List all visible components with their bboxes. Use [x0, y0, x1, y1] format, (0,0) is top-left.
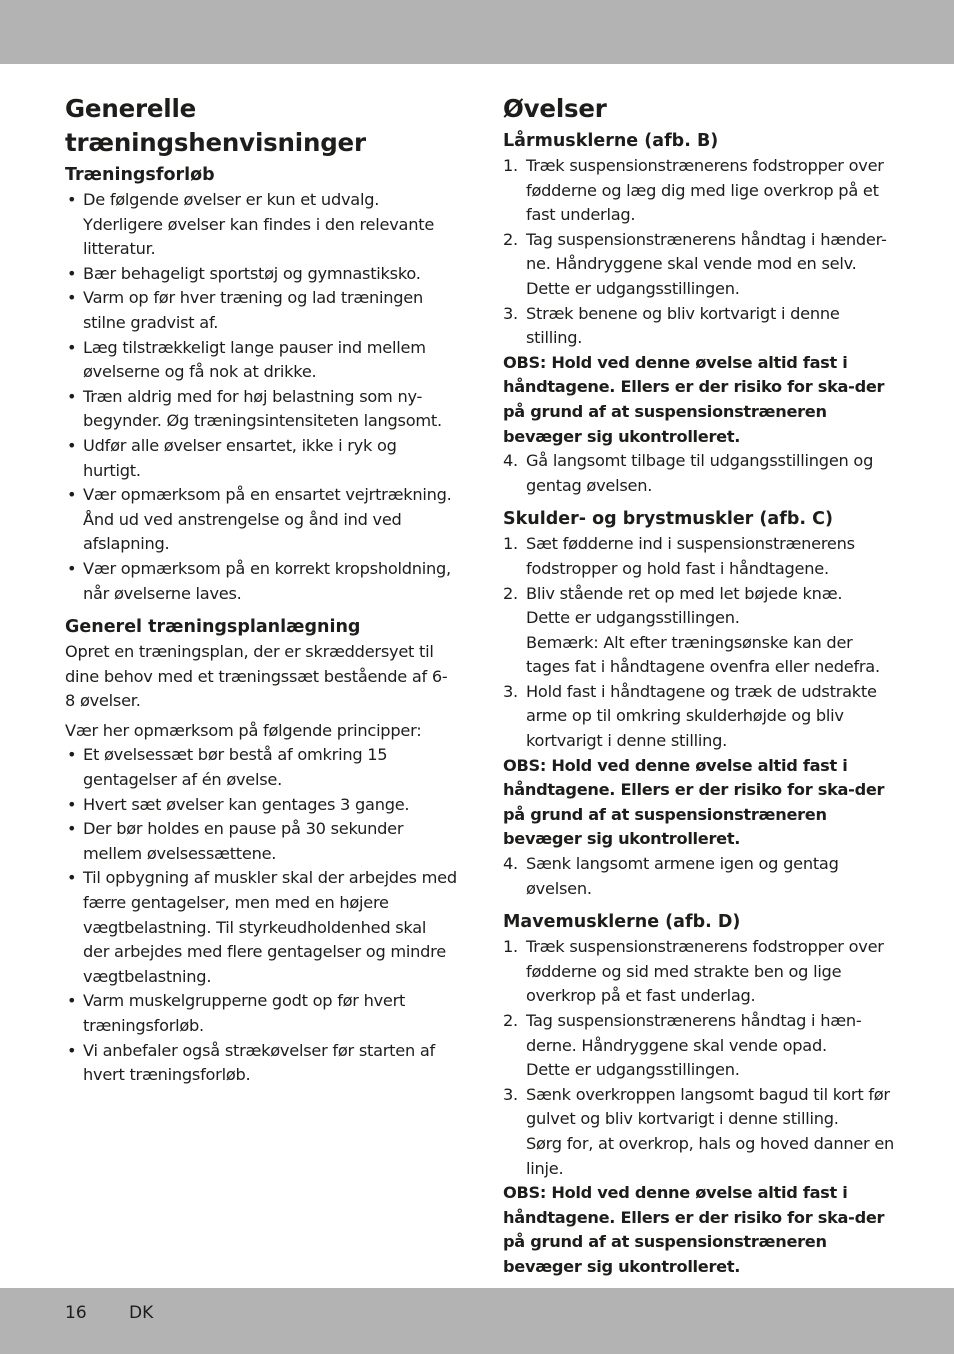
bullet-icon: •	[67, 991, 77, 1011]
right-column	[503, 92, 895, 1280]
bullet-icon: •	[67, 263, 77, 283]
heading-training-course: Træningsforløb	[65, 165, 215, 185]
list-item: 4. Sænk langsomt armene igen og gentag øvelsen.	[503, 854, 839, 898]
bullet-icon: •	[67, 386, 77, 406]
bullet-list-training-course	[65, 188, 457, 606]
warning-text: OBS: Hold ved denne øvelse altid fast i håndtagene. Ellers er der risiko for ska-der på grund af at suspensionstræneren bevæger sig ukontrolleret.	[503, 755, 885, 849]
bullet-list-principles	[65, 743, 457, 1087]
list-item: 1. Træk suspensionstrænerens fodstropper over fødderne og læg dig med lige overkrop på et fast underlag.	[503, 156, 884, 225]
list-item: • Et øvelsessæt bør bestå af omkring 15 gentagelser af én øvelse.	[67, 745, 388, 790]
bullet-icon: •	[67, 288, 77, 308]
bullet-icon: •	[67, 337, 77, 357]
heading-abdominal-muscles: Mavemusklerne (afb. D)	[503, 912, 741, 933]
steps-abdominal-muscles	[503, 935, 895, 1181]
header-band	[0, 0, 954, 64]
list-item: 2. Tag suspensionstrænerens håndtag i hænder-ne. Håndryggene skal vende mod en selv. Dette er udgangsstillingen.	[503, 229, 887, 298]
heading-thigh-muscles: Lårmusklerne (afb. B)	[503, 131, 719, 151]
bullet-icon: •	[67, 819, 77, 839]
list-item: • Vær opmærksom på en korrekt kropsholdning, når øvelserne laves.	[67, 558, 451, 603]
list-item: 1. Træk suspensionstrænerens fodstropper over fødderne og sid med strakte ben og lige overkrop på et fast underlag.	[503, 937, 884, 1006]
list-item: • De følgende øvelser er kun et udvalg. Yderligere øvelser kan findes i den relevante litteratur.	[67, 190, 435, 259]
list-item: 2. Tag suspensionstrænerens håndtag i hæn-derne. Håndryggene skal vende opad. Dette er udgangsstillingen.	[503, 1011, 862, 1080]
language-code: DK	[129, 1303, 154, 1323]
bullet-icon: •	[67, 558, 77, 578]
list-item: • Træn aldrig med for høj belastning som ny-begynder. Øg træningsintensiteten langsomt.	[67, 386, 442, 431]
warning-text: OBS: Hold ved denne øvelse altid fast i håndtagene. Ellers er der risiko for ska-der på grund af at suspensionstræneren bevæger sig ukontrolleret.	[503, 352, 885, 446]
list-item: • Bær behageligt sportstøj og gymnastiksko.	[65, 262, 457, 287]
list-item: • Læg tilstrækkeligt lange pauser ind mellem øvelserne og få nok at drikke.	[67, 337, 426, 382]
section-title-training-guidelines: Generelle træningshenvisninger	[65, 94, 366, 157]
bullet-icon: •	[67, 745, 77, 765]
list-item: • Hvert sæt øvelser kan gentages 3 gange.	[65, 793, 457, 818]
planning-paragraph: Opret en træningsplan, der er skræddersyet til dine behov med et træningssæt bestående af 6-8 øvelser.	[65, 642, 448, 711]
list-item: • Vi anbefaler også strækøvelser før starten af hvert træningsforløb.	[67, 1040, 436, 1085]
list-item: • Varm op før hver træning og lad træningen stilne gradvist af.	[67, 288, 424, 332]
list-item: • Udfør alle øvelser ensartet, ikke i ryk og hurtigt.	[67, 435, 397, 480]
warning-text: OBS: Hold ved denne øvelse altid fast i håndtagene. Ellers er der risiko for ska-der på grund af at suspensionstræneren bevæger sig ukontrolleret.	[503, 1183, 885, 1276]
steps-shoulder-chest	[503, 532, 895, 753]
list-item: 3. Sænk overkroppen langsomt bagud til kort før gulvet og bliv kortvarigt i denne stilling. Sørg for, at overkrop, hals og hoved danner en linje.	[503, 1084, 895, 1178]
bullet-icon: •	[67, 485, 77, 505]
bullet-icon: •	[67, 1040, 77, 1060]
heading-training-planning: Generel træningsplanlægning	[65, 617, 361, 638]
heading-shoulder-chest: Skulder- og brystmuskler (afb. C)	[503, 509, 833, 530]
list-item: 1. Sæt fødderne ind i suspensionstrænerens fodstropper og hold fast i håndtagene.	[503, 534, 855, 578]
steps-thigh-muscles	[503, 154, 895, 351]
left-column	[65, 92, 457, 1088]
final-step-shoulder-chest	[503, 852, 895, 901]
section-title-exercises: Øvelser	[503, 94, 607, 123]
list-item: 3. Hold fast i håndtagene og træk de udstrakte arme op til omkring skulderhøjde og bliv kortvarigt i denne stilling.	[503, 681, 877, 751]
bullet-icon: •	[67, 435, 77, 455]
list-item: 3. Stræk benene og bliv kortvarigt i denne stilling.	[503, 303, 840, 348]
list-item: • Vær opmærksom på en ensartet vejrtrækning. Ånd ud ved anstrengelse og ånd ind ved afslapning.	[67, 485, 452, 554]
final-step-thigh-muscles	[503, 449, 895, 498]
list-item: 4. Gå langsomt tilbage til udgangsstillingen og gentag øvelsen.	[503, 451, 874, 495]
principles-intro: Vær her opmærksom på følgende principper:	[65, 720, 422, 740]
bullet-icon: •	[67, 190, 77, 209]
bullet-icon: •	[67, 868, 77, 888]
list-item: 2. Bliv stående ret op med let bøjede knæ. Dette er udgangsstillingen. Bemærk: Alt efter træningsønske kan der tages fat i håndtagene ovenfra eller nedefra.	[503, 583, 880, 677]
page-number: 16	[65, 1303, 87, 1323]
list-item: • Varm muskelgrupperne godt op før hvert træningsforløb.	[67, 991, 406, 1035]
bullet-icon: •	[67, 794, 77, 814]
list-item: • Der bør holdes en pause på 30 sekunder mellem øvelsessættene.	[67, 819, 404, 863]
list-item: • Til opbygning af muskler skal der arbejdes med færre gentagelser, men med en højere vægtbelastning. Til styrkeudholdenhed skal der arbejdes med flere gentagelser og mindre vægtbelastning.	[67, 868, 457, 986]
